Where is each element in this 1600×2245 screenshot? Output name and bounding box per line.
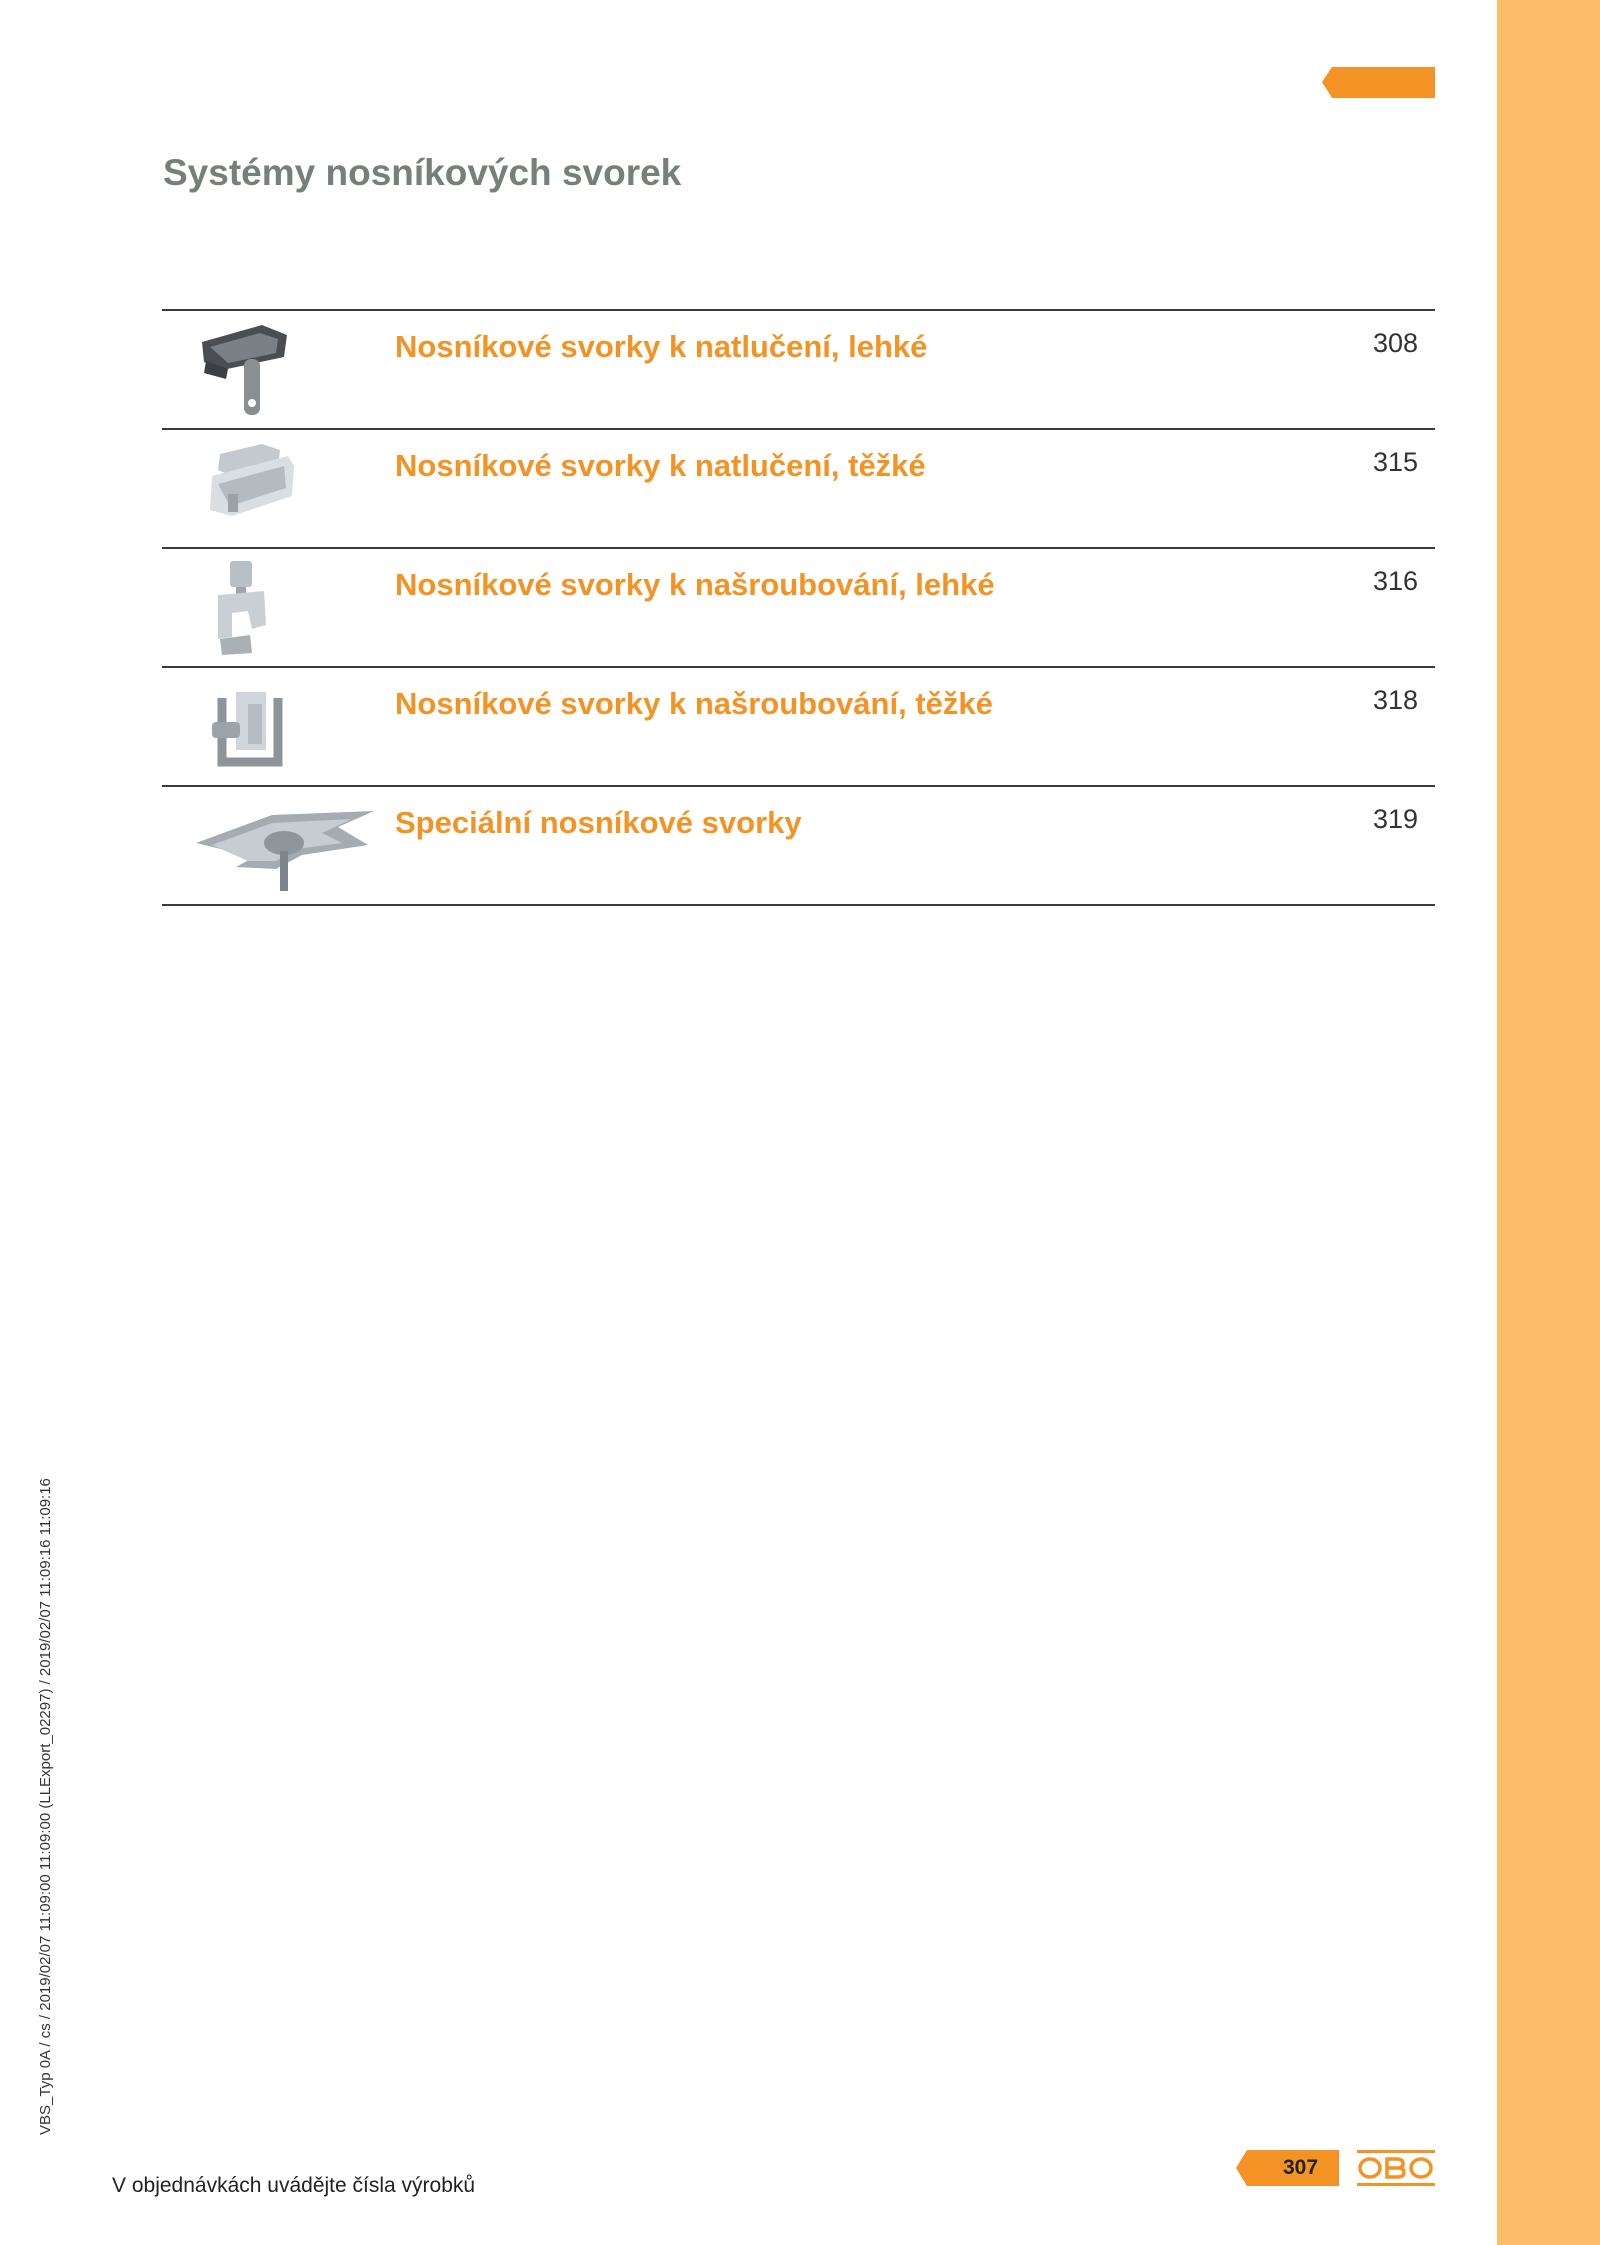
side-color-band [1497, 0, 1600, 2245]
toc-item[interactable] [162, 311, 1435, 430]
footer-note: V objednávkách uvádějte čísla výrobků [112, 2174, 476, 2197]
toc-item-page: 319 [1372, 804, 1418, 834]
toc-item-page: 316 [1372, 566, 1418, 596]
obo-logo [1357, 2148, 1435, 2188]
toc-item[interactable] [162, 549, 1435, 668]
toc-item-label: Nosníkové svorky k našroubování, lehké [395, 567, 995, 602]
toc-item-label: Speciální nosníkové svorky [395, 805, 802, 840]
toc-item-page: 315 [1372, 447, 1418, 477]
toc-list [162, 309, 1435, 906]
beam-clamp-hammer-heavy-icon [192, 436, 377, 541]
page-number: 307 [1282, 2156, 1319, 2179]
beam-clamp-screw-light-icon [192, 555, 377, 660]
toc-item-label: Nosníkové svorky k natlučení, těžké [395, 448, 926, 483]
beam-clamp-special-icon [192, 793, 377, 898]
toc-item[interactable] [162, 668, 1435, 787]
toc-item-label: Nosníkové svorky k natlučení, lehké [395, 329, 928, 364]
toc-item-label: Nosníkové svorky k našroubování, těžké [395, 686, 993, 721]
beam-clamp-hammer-light-icon [192, 317, 377, 422]
toc-item-page: 308 [1372, 328, 1418, 358]
toc-item[interactable] [162, 430, 1435, 549]
section-tab-marker [1322, 67, 1435, 98]
toc-item-page: 318 [1372, 685, 1418, 715]
print-metadata: VBS_Typ 0A / cs / 2019/02/07 11:09:00 11:09:00 (LLExport_02297) / 2019/02/07 11:09:16 11:09:16 [37, 1478, 54, 2135]
toc-item[interactable] [162, 787, 1435, 906]
beam-clamp-screw-heavy-icon [192, 674, 377, 779]
page-title: Systémy nosníkových svorek [163, 152, 682, 193]
